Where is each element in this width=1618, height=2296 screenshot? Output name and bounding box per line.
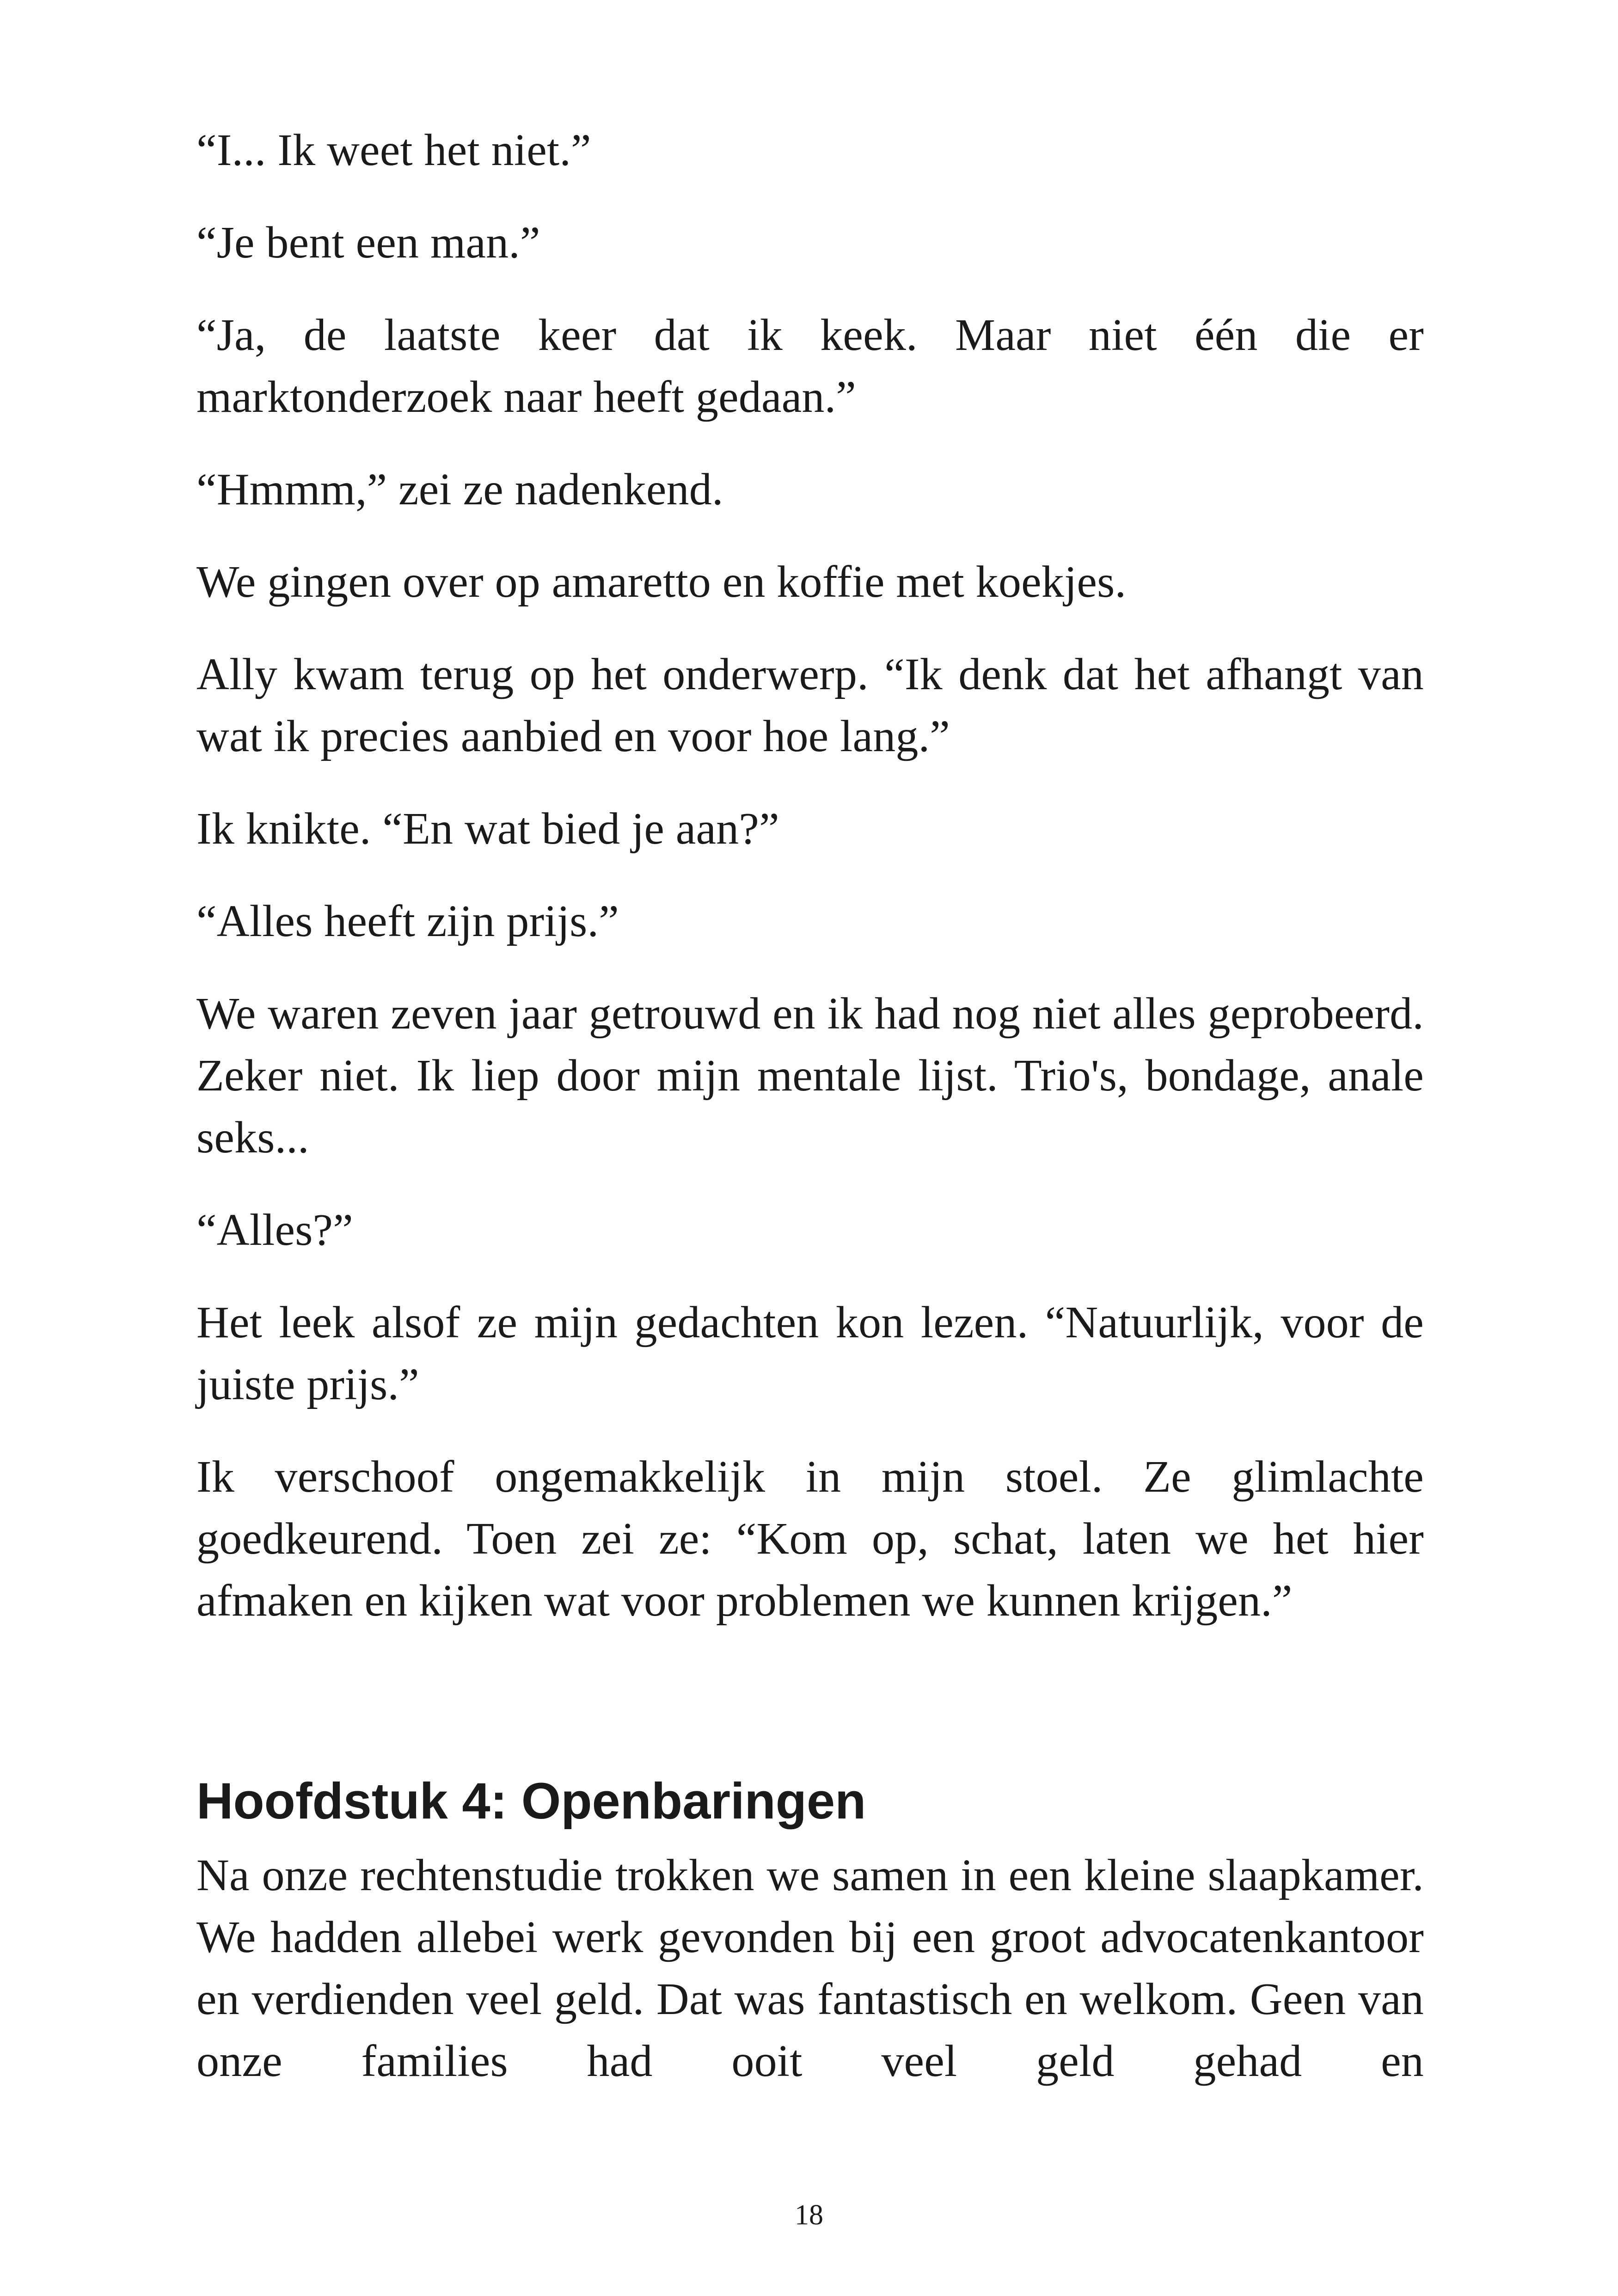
paragraph: “Hmmm,” zei ze nadenkend. <box>196 465 723 514</box>
paragraph: “Ja, de laatste keer dat ik keek. Maar niet één die er marktonderzoek naar heeft gedaan.” <box>196 310 1424 422</box>
paragraph: “Alles heeft zijn prijs.” <box>196 896 619 946</box>
paragraph: Het leek alsof ze mijn gedachten kon lezen. “Natuurlijk, voor de juiste prijs.” <box>196 1298 1424 1409</box>
paragraph: “I... Ik weet het niet.” <box>196 125 591 175</box>
paragraph: Ally kwam terug op het onderwerp. “Ik denk dat het afhangt van wat ik precies aanbied en voor hoe lang.” <box>196 649 1424 761</box>
dialogue-section <box>196 119 1424 1632</box>
page-number: 18 <box>795 2199 823 2231</box>
paragraph: Ik knikte. “En wat bied je aan?” <box>196 804 779 854</box>
paragraph: Ik verschoof ongemakkelijk in mijn stoel. Ze glimlachte goedkeurend. Toen zei ze: “Kom op, schat, laten we het hier afmaken en kijken wat voor problemen we kunnen krijgen.” <box>196 1452 1424 1626</box>
paragraph: We waren zeven jaar getrouwd en ik had nog niet alles geprobeerd. Zeker niet. Ik liep door mijn mentale lijst. Trio's, bondage, anale seks... <box>196 989 1424 1163</box>
paragraph: “Je bent een man.” <box>196 218 540 268</box>
chapter-heading: Hoofdstuk 4: Openbaringen <box>196 1773 866 1830</box>
chapter-body <box>196 1844 1424 2092</box>
paragraph: “Alles?” <box>196 1205 353 1255</box>
chapter-opening-paragraph: Na onze rechtenstudie trokken we samen in een kleine slaapkamer. We hadden allebei werk gevonden bij een groot advocatenkantoor en verdienden veel geld. Dat was fantastisch en welkom. Geen van onze families had ooit veel geld gehad en <box>196 1850 1424 2086</box>
paragraph: We gingen over op amaretto en koffie met koekjes. <box>196 557 1127 607</box>
